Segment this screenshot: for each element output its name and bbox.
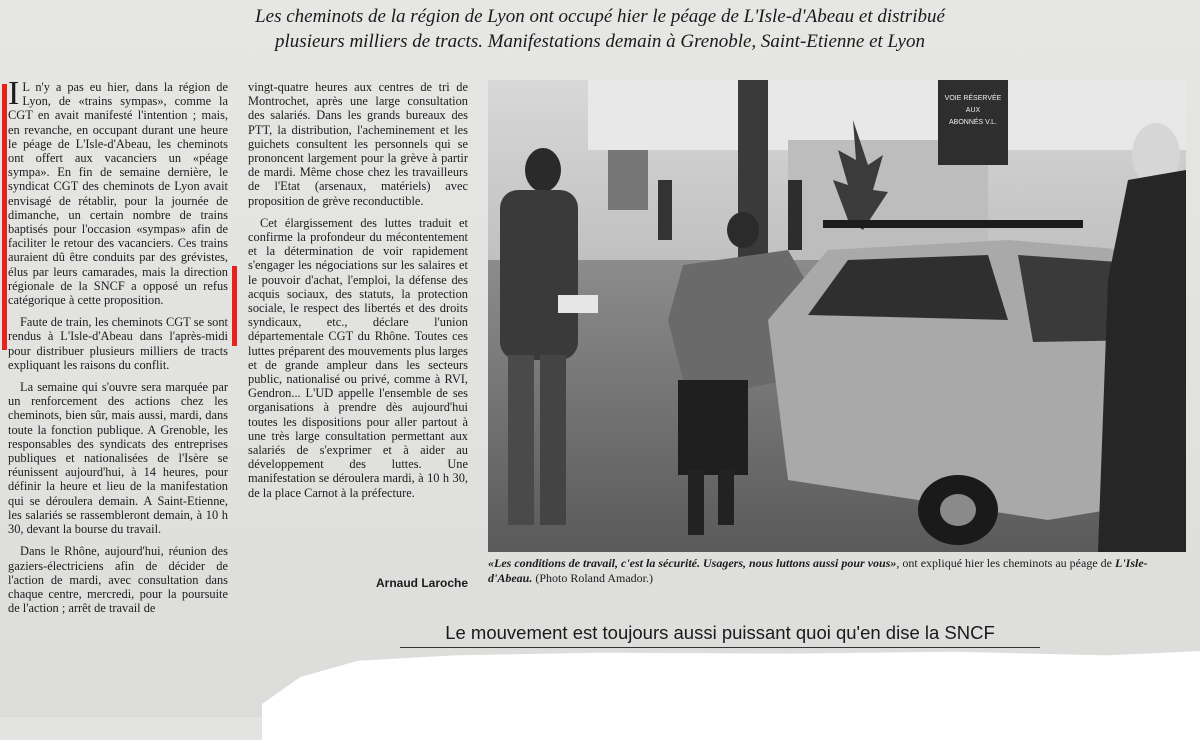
svg-text:AUX: AUX bbox=[965, 107, 981, 114]
paragraph: La semaine qui s'ouvre sera marquée par un renforcement des actions chez les cheminots, bien sûr, mais aussi, mardi, dans toute la fonction publique. A Grenoble, les responsables des syndicats des entreprises publiques et nationalisées de l'Isère se réunissent aujourd'hui, à 14 heures, pour définir la heure et lieu de la manifestation qui se déroulera demain. A Saint-Etienne, les salariés se rassembleront demain, à 10 h 30, devant la bourse du travail. bbox=[8, 380, 228, 537]
show-through-text bbox=[790, 585, 802, 627]
torn-edge bbox=[262, 650, 1200, 740]
paragraph: vingt-quatre heures aux centres de tri de Montrochet, après une large consultation des salariés. Dans les grands bureaux des PTT, la distribution, l'acheminement et les guichets consultent les personnels qui se prononcent largement pour la grève à partir de mardi. Même chose chez les travailleurs de l'Etat (arsenaux, matériels) avec proposition de grève reconductible. bbox=[248, 80, 468, 208]
caption-quote: «Les conditions de travail, c'est la sécurité. Usagers, nous luttons aussi pour vous» bbox=[488, 556, 897, 570]
photo-caption bbox=[488, 556, 1188, 586]
photo-credit: (Photo Roland Amador.) bbox=[532, 571, 654, 585]
red-margin-mark-1 bbox=[2, 84, 7, 350]
caption-text: , ont expliqué hier les cheminots au péage de bbox=[896, 556, 1115, 570]
drop-cap: I bbox=[8, 75, 20, 112]
toll-sign bbox=[938, 80, 1008, 165]
photo-scene bbox=[488, 80, 1186, 552]
paragraph: Faute de train, les cheminots CGT se sont rendus à L'Isle-d'Abeau dans l'après-midi pour distribuer plusieurs milliers de tracts expliquant les raisons du conflit. bbox=[8, 315, 228, 372]
roof-rack bbox=[823, 220, 1083, 228]
headline-line-1: Les cheminots de la région de Lyon ont occupé hier le péage de L'Isle-d'Abeau et distribué bbox=[255, 6, 945, 27]
headline bbox=[200, 4, 1000, 54]
toll-booth bbox=[608, 150, 648, 210]
svg-text:VOIE RÉSERVÉE: VOIE RÉSERVÉE bbox=[944, 95, 1002, 102]
person-background bbox=[658, 180, 672, 240]
paragraph: I L n'y a pas eu hier, dans la région de Lyon, de «trains sympas», comme la CGT en avait manifesté l'intention ; mais, en revanche, en occupant durant une heure le péage de L'Isle-d'Abeau, les cheminots ont offert aux vacanciers un «péage sympa». En fin de semaine dernière, le syndicat CGT des cheminots de Lyon avait envisagé de rétablir, pour la journée de dimanche, un certain nombre de trains baptisés pour l'occasion «sympas» afin de faciliter le retour des vacanciers. Ces trains auraient dû être conduits par des grévistes, élus par leurs camarades, mais la direction régionale de la SNCF a opposé un refus catégorique à cette proposition. bbox=[8, 75, 228, 308]
subheadline: Le mouvement est toujours aussi puissant quoi qu'en dise la SNCF bbox=[445, 622, 995, 643]
paragraph: Cet élargissement des luttes traduit et confirme la profondeur du mécontentement et la détermination de voir rapidement s'engager les négociations sur les salaires et le pouvoir d'achat, l'emploi, la défense des acquis sociaux, des statuts, la protection sociale, le respect des libertés et des droits syndicaux, etc., déclare l'union départementale CGT du Rhône. Toutes ces luttes préparent des mouvements plus larges et de grande ampleur dans les secteurs public, nationalisé ou privé, comme à RVI, Gendron... L'UD appelle l'ensemble de ses organisations à prendre dès aujourd'hui toutes les dispositions pour aller partout à une très large consultation permettant aux salariés de s'exprimer et à aider au développement des luttes. Une manifestation se déroulera mardi, à 10 h 30, de la place Carnot à la préfecture. bbox=[248, 215, 468, 500]
article-column-2 bbox=[248, 80, 468, 508]
person-background bbox=[788, 180, 802, 250]
paragraph: Dans le Rhône, aujourd'hui, réunion des gaziers-électriciens afin de décider de l'action de mardi, avec consultation dans chaque centre, mercredi, pour la poursuite de l'action ; arrêt de travail de bbox=[8, 544, 228, 616]
toll-canopy bbox=[588, 80, 1186, 150]
red-margin-mark-2 bbox=[232, 266, 237, 346]
byline: Arnaud Laroche bbox=[375, 576, 468, 590]
headline-line-2: plusieurs milliers de tracts. Manifestations demain à Grenoble, Saint-Etienne et Lyon bbox=[275, 31, 925, 52]
caption-place: L'Isle-d'Abeau. bbox=[488, 556, 1148, 585]
svg-text:ABONNÉS V.L.: ABONNÉS V.L. bbox=[949, 119, 997, 126]
news-photo bbox=[488, 80, 1186, 552]
article-column-1 bbox=[8, 75, 228, 623]
divider-rule bbox=[400, 647, 1040, 648]
